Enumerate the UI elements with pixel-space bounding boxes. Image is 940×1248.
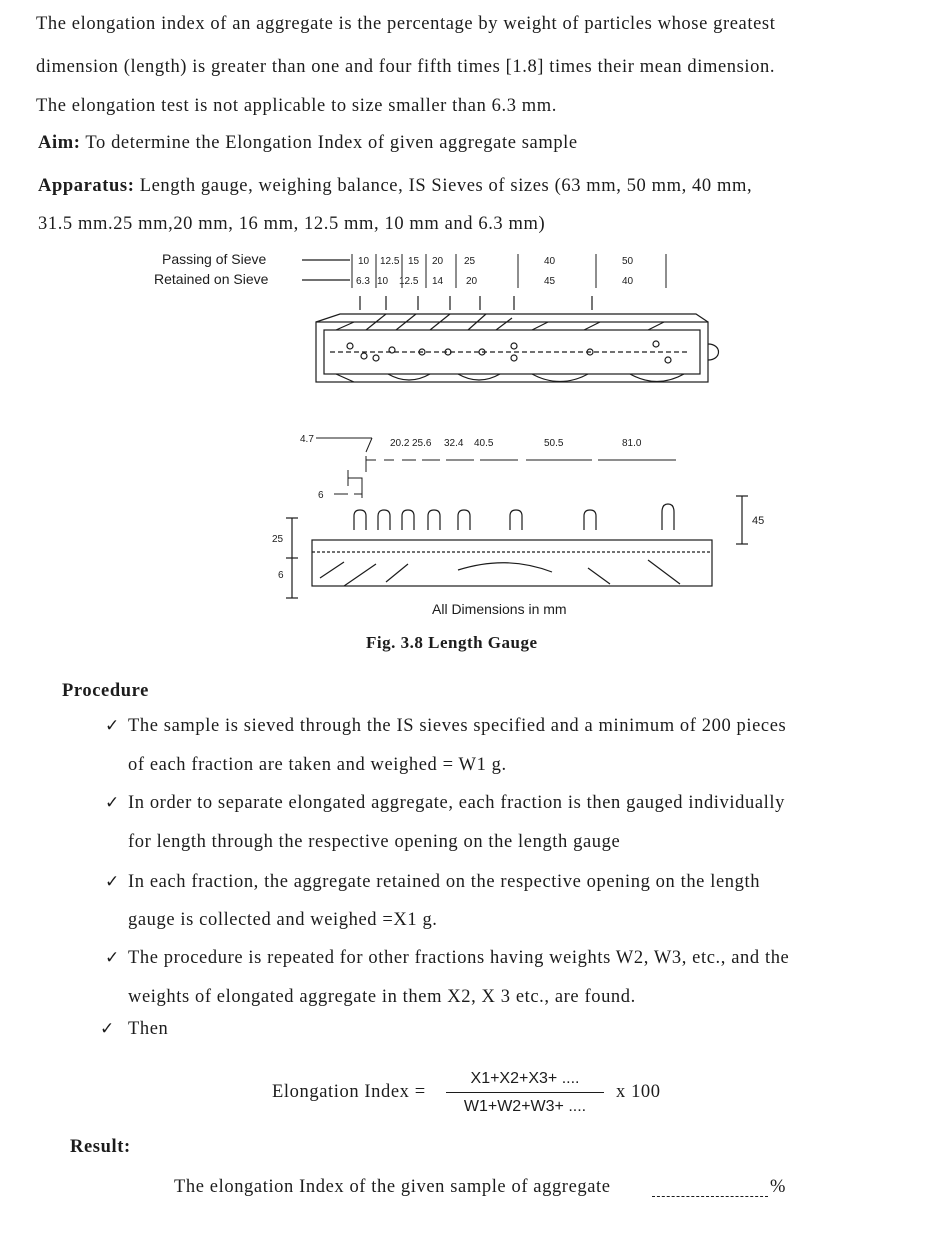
procedure-step-2-line-1: In order to separate elongated aggregate, each fraction is then gauged individually <box>128 793 785 813</box>
length-gauge-figure <box>140 248 780 660</box>
procedure-step-4-line-1: The procedure is repeated for other fractions having weights W2, W3, etc., and the <box>128 948 790 968</box>
procedure-step-1-line-2: of each fraction are taken and weighed = W1 g. <box>128 755 507 775</box>
dimension-4-7: 4.7 <box>300 434 314 445</box>
fraction-bar <box>446 1092 604 1093</box>
passing-value: 10 <box>358 256 370 267</box>
aim-label: Aim: <box>38 133 81 153</box>
retained-value: 14 <box>432 276 444 287</box>
retained-value: 12.5 <box>399 276 419 287</box>
retained-value: 10 <box>377 276 389 287</box>
retained-value: 40 <box>622 276 634 287</box>
retained-on-sieve-label: Retained on Sieve <box>154 271 269 287</box>
check-icon: ✓ <box>105 948 120 968</box>
dimension-25: 25 <box>272 534 284 545</box>
passing-of-sieve-label: Passing of Sieve <box>162 251 267 267</box>
result-blank-line <box>652 1196 768 1197</box>
aim <box>38 133 578 154</box>
result-text: The elongation Index of the given sample of aggregate <box>174 1177 611 1197</box>
gauge-dim: 40.5 <box>474 438 494 449</box>
passing-value: 20 <box>432 256 444 267</box>
check-icon: ✓ <box>105 716 120 736</box>
result-unit: % <box>770 1177 787 1197</box>
intro-line-3: The elongation test is not applicable to size smaller than 6.3 mm. <box>36 96 557 116</box>
procedure-step-4-line-2: weights of elongated aggregate in them X2, X 3 etc., are found. <box>128 987 636 1007</box>
formula-multiplier: x 100 <box>616 1082 661 1102</box>
formula-numerator: X1+X2+X3+ .... <box>470 1070 580 1087</box>
procedure-step-2-line-2: for length through the respective opening on the length gauge <box>128 832 621 852</box>
apparatus <box>38 176 752 197</box>
check-icon: ✓ <box>105 872 120 892</box>
intro-line-1: The elongation index of an aggregate is the percentage by weight of particles whose greatest <box>36 14 776 34</box>
figure-caption: Fig. 3.8 Length Gauge <box>366 633 538 652</box>
passing-value: 40 <box>544 256 556 267</box>
apparatus-label: Apparatus: <box>38 176 135 196</box>
formula-denominator: W1+W2+W3+ .... <box>463 1098 587 1115</box>
result-heading: Result: <box>70 1137 131 1157</box>
procedure-step-3-line-2: gauge is collected and weighed =X1 g. <box>128 910 438 930</box>
procedure-step-3-line-1: In each fraction, the aggregate retained on the respective opening on the length <box>128 872 761 892</box>
dimensions-note: All Dimensions in mm <box>432 601 567 617</box>
check-icon: ✓ <box>105 793 120 813</box>
dimension-45: 45 <box>752 515 765 527</box>
gauge-dim: 32.4 <box>444 438 464 449</box>
dimension-6b: 6 <box>278 570 284 581</box>
formula-label: Elongation Index = <box>272 1082 426 1102</box>
gauge-dim: 50.5 <box>544 438 564 449</box>
passing-value: 25 <box>464 256 476 267</box>
apparatus-line-2: 31.5 mm.25 mm,20 mm, 16 mm, 12.5 mm, 10 mm and 6.3 mm) <box>38 214 546 234</box>
gauge-dim: 20.2 <box>390 438 410 449</box>
retained-value: 6.3 <box>356 276 370 287</box>
passing-value: 12.5 <box>380 256 400 267</box>
passing-value: 15 <box>408 256 420 267</box>
passing-value: 50 <box>622 256 634 267</box>
apparatus-line-1: Length gauge, weighing balance, IS Sieves of sizes (63 mm, 50 mm, 40 mm, <box>139 176 753 196</box>
intro-line-2: dimension (length) is greater than one and four fifth times [1.8] times their mean dimension. <box>36 57 776 77</box>
procedure-heading: Procedure <box>62 681 149 701</box>
gauge-dim: 25.6 <box>412 438 432 449</box>
aim-text: To determine the Elongation Index of given aggregate sample <box>85 133 578 153</box>
procedure-step-5-line-1: Then <box>128 1019 169 1039</box>
retained-value: 20 <box>466 276 478 287</box>
retained-value: 45 <box>544 276 556 287</box>
procedure-step-1-line-1: The sample is sieved through the IS sieves specified and a minimum of 200 pieces <box>128 716 787 736</box>
check-icon: ✓ <box>100 1019 115 1039</box>
gauge-dim: 81.0 <box>622 438 642 449</box>
dimension-6: 6 <box>318 490 324 501</box>
